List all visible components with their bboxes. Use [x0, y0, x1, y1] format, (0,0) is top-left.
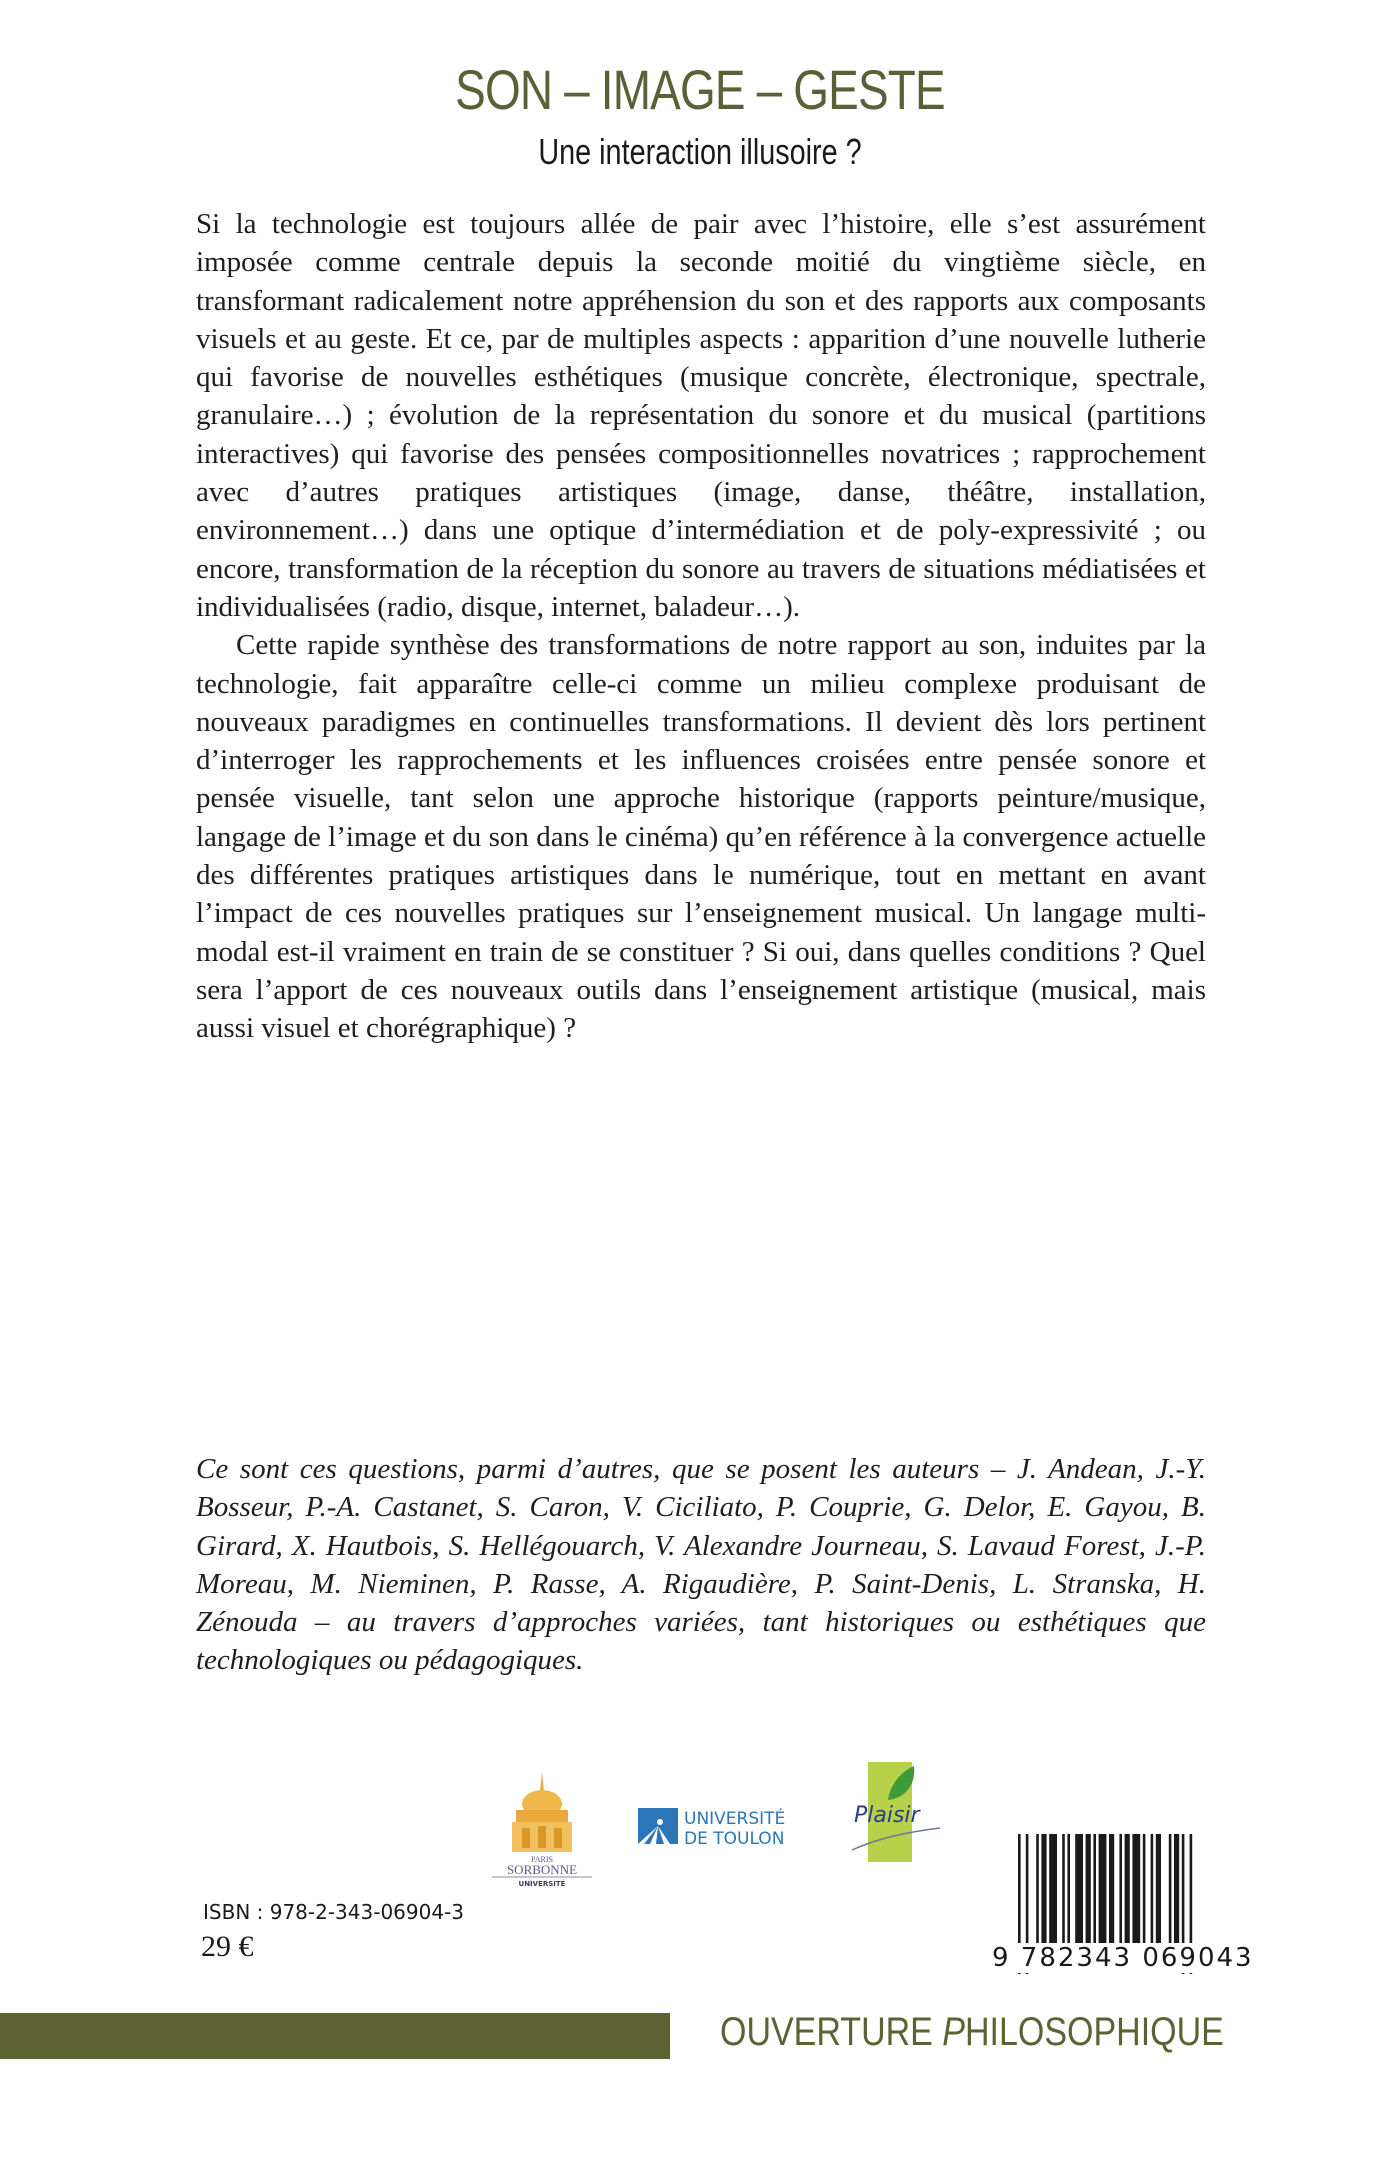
collection-rest: HILOSOPHIQUE	[964, 2010, 1224, 2054]
barcode-bar	[1174, 1834, 1179, 1946]
sorbonne-universite-logo	[488, 1770, 596, 1890]
sorbonne-line3: UNIVERSITÉ	[518, 1880, 566, 1888]
barcode-bar	[1119, 1834, 1122, 1946]
plaisir-logo	[848, 1762, 944, 1862]
collection-prefix: OUVERTURE	[720, 2010, 943, 2054]
plaisir-text: Plaisir	[854, 1803, 920, 1828]
collection-band	[0, 2013, 670, 2059]
barcode-bar	[1067, 1834, 1070, 1946]
back-cover-blurb	[196, 205, 1206, 1048]
toulon-line2: DE TOULON	[684, 1829, 785, 1849]
barcode-bar	[1151, 1834, 1154, 1946]
isbn: ISBN : 978-2-343-06904-3	[203, 1900, 465, 1924]
barcode-number: 9 782343 069043	[992, 1943, 1254, 1973]
book-title: SON – IMAGE – GESTE	[455, 58, 945, 121]
barcode-bar	[1041, 1834, 1046, 1946]
sorbonne-line2: SORBONNE	[506, 1862, 578, 1877]
blurb-paragraph-2: Cette rapide synthèse des transformations de notre rapport au son, induites par la technologie, fait apparaître celle-ci comme un milieu complexe produisant de nouveaux paradigmes en continuelles transformations. Il devient dès lors pertinent d’interroger les rapprochements et les influences croisées entre pensée sonore et pensée visuelle, tant selon une approche historique (rapports peinture/musique, langage de l’image et du son dans le cinéma) qu’en référence à la convergence actuelle des différentes pratiques artistiques dans le numérique, tout en mettant en avant l’impact de ces nouvelles pratiques sur l’enseignement musical. Un langage multi-modal est-il vraiment en train de se constituer ? Si oui, dans quelles conditions ? Quel sera l’apport de ces nouveaux outils dans l’enseignement artistique (musical, mais aussi visuel et chorégraphique) ?	[196, 629, 1206, 1045]
blurb-paragraph-1: Si la technologie est toujours allée de pair avec l’histoire, elle s’est assurément imposée comme centrale depuis la seconde moitié du vingtième siècle, en transformant radicalement notre appréhension du son et des rapports aux composants visuels et au geste. Et ce, par de multiples aspects : apparition d’une nouvelle lutherie qui favorise de nouvelles esthétiques (musique concrète, électronique, spectrale, granulaire…) ; évolution de la représentation du sonore et du musical (partitions interactives) qui favorise des pensées compositionnelles novatrices ; rapprochement avec d’autres pratiques artistiques (image, danse, théâtre, installation, environnement…) dans une optique d’intermédiation et de poly-expressivité ; ou encore, transformation de la réception du sonore au travers de situations médiatisées et individualisées (radio, disque, internet, baladeur…).	[196, 208, 1206, 623]
barcode-bar	[1075, 1834, 1083, 1946]
collection-name	[720, 2010, 1224, 2055]
universite-de-toulon-logo	[638, 1800, 808, 1850]
barcode-bar	[1036, 1834, 1039, 1946]
barcode-bar	[1099, 1834, 1107, 1946]
barcode-bar	[1169, 1834, 1172, 1946]
barcode-bar	[1049, 1834, 1057, 1946]
barcode-bar	[1156, 1834, 1161, 1946]
price: 29 €	[201, 1930, 254, 1963]
collection-initial: P	[942, 2010, 965, 2054]
toulon-emblem-icon	[638, 1808, 678, 1844]
authors-note: Ce sont ces questions, parmi d’autres, que se posent les auteurs – J. Andean, J.-Y. Bosseur, P.-A. Castanet, S. Caron, V. Ciciliato, P. Couprie, G. Delor, E. Gayou, B. Girard, X. Hautbois, S. Hellégouarch, V. Alexandre Journeau, S. Lavaud Forest, J.-P. Moreau, M. Nieminen, P. Rasse, A. Rigaudière, P. Saint-Denis, L. Stranska, H. Zénouda – au travers d’approches variées, tant historiques ou esthétiques que technologiques ou pédagogiques.	[196, 1453, 1206, 1677]
barcode-bar	[1086, 1834, 1091, 1946]
barcode-bar	[1132, 1834, 1140, 1946]
sorbonne-line1: PARIS	[531, 1855, 553, 1864]
barcode-bar	[1125, 1834, 1130, 1946]
book-subtitle: Une interaction illusoire ?	[538, 131, 862, 172]
barcode-bar	[1093, 1834, 1096, 1946]
toulon-line1: UNIVERSITÉ	[684, 1809, 786, 1829]
barcode-bar	[1143, 1834, 1146, 1946]
barcode-bar	[1062, 1834, 1065, 1946]
sorbonne-dome-icon	[512, 1772, 572, 1852]
barcode-bar	[1109, 1834, 1114, 1946]
